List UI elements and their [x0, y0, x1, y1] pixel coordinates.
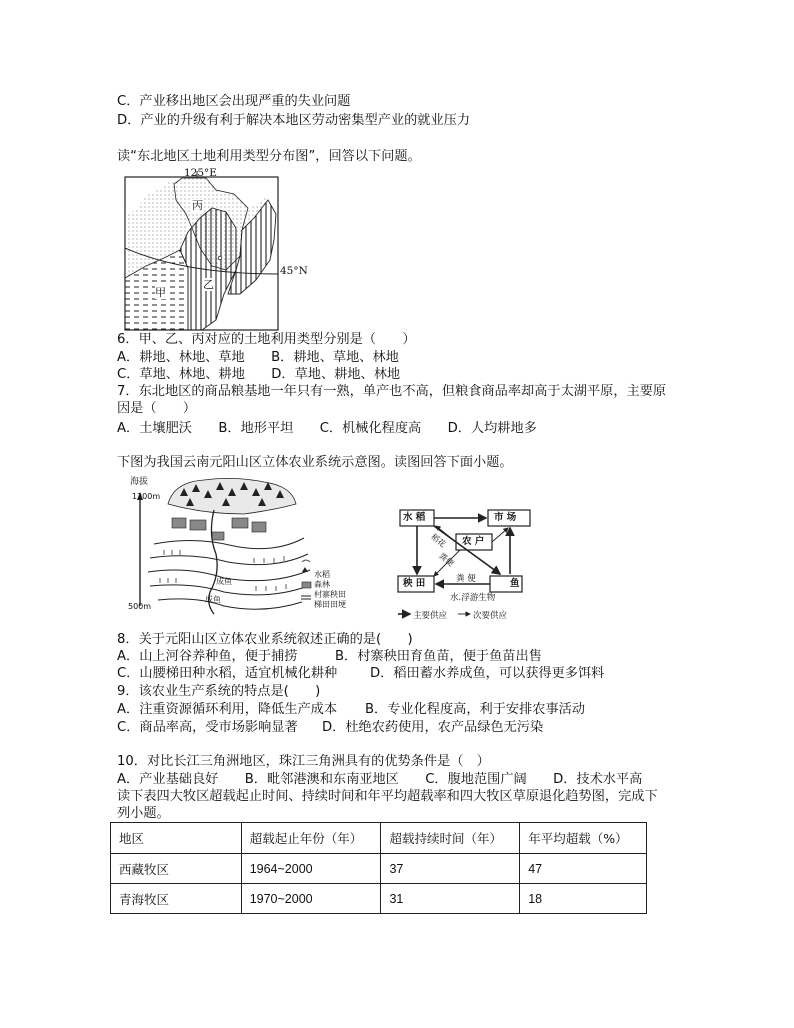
- flow-label-lower: 粪便: [437, 551, 456, 569]
- legend-forest: 森林: [314, 580, 330, 589]
- flow-legend-primary: 主要供应: [413, 611, 448, 621]
- elevation-bottom: 500m: [128, 602, 152, 611]
- q6-options-ab: A．耕地、林地、草地 B．耕地、草地、林地: [117, 350, 399, 365]
- flow-node-seedbed: 秧 田: [403, 578, 426, 589]
- elevation-title: 海拔: [130, 477, 149, 487]
- elevation-top: 1200m: [132, 492, 161, 501]
- q7-stem-line2: 因是（ ）: [117, 401, 197, 416]
- flow-label-plankton: 水.浮游生物: [450, 593, 496, 603]
- flow-node-fish: 鱼: [510, 578, 520, 589]
- q7-options: A．土壤肥沃 B．地形平坦 C．机械化程度高 D．人均耕地多: [117, 421, 537, 436]
- q8-option-c: C．山腰梯田种水稻，适宜机械化耕种: [117, 666, 338, 681]
- q10-options: A．产业基础良好 B．毗邻港澳和东南亚地区 C．腹地范围广阔 D．技术水平高: [117, 772, 643, 787]
- table-row: [111, 854, 647, 884]
- q8-option-b: B．村寨秧田育鱼苗，便于鱼苗出售: [335, 649, 542, 664]
- table-cell: 47: [520, 854, 647, 884]
- table-intro-line2: 列小题。: [117, 806, 170, 821]
- q5-option-d: D．产业的升级有利于解决本地区劳动密集型产业的就业压力: [117, 113, 471, 128]
- flow-node-rice: 水 稻: [403, 512, 426, 523]
- legend-water: 水稻: [314, 570, 330, 579]
- table-cell: 1970~2000: [241, 884, 381, 914]
- flow-label-manure: 粪 便: [456, 574, 476, 584]
- q9-option-b: B．专业化程度高，利于安排农事活动: [365, 702, 586, 717]
- table-header-cell: 地区: [111, 823, 242, 854]
- q8-stem: 8．关于元阳山区立体农业系统叙述正确的是( ): [117, 632, 413, 647]
- map-intro: 读“东北地区土地利用类型分布图”，回答以下问题。: [117, 149, 421, 164]
- flow-legend-secondary: 次要供应: [473, 611, 508, 621]
- table-cell: 青海牧区: [111, 884, 242, 914]
- q6-options-cd: C．草地、林地、耕地 D．草地、耕地、林地: [117, 367, 401, 382]
- table-header-cell: 年平均超载（%）: [520, 823, 647, 854]
- q9-stem: 9．该农业生产系统的特点是( ): [117, 684, 321, 699]
- table-cell: 1964~2000: [241, 854, 381, 884]
- q9-option-c: C．商品率高，受市场影响显著: [117, 720, 298, 735]
- fish-label-2: 成鱼: [205, 595, 221, 604]
- yunnan-intro: 下图为我国云南元阳山区立体农业系统示意图。读图回答下面小题。: [117, 455, 513, 470]
- region-bing-label: 丙: [192, 199, 203, 212]
- q6-stem: 6．甲、乙、丙对应的土地利用类型分别是（ ）: [117, 332, 416, 347]
- q9-option-d: D．杜绝农药使用，农产品绿色无污染: [322, 720, 544, 735]
- table-row: [111, 884, 647, 914]
- legend-terrace: 梯田田埂: [314, 600, 346, 609]
- q10-stem: 10．对比长江三角洲地区，珠江三角洲具有的优势条件是（ ）: [117, 754, 490, 769]
- table-cell: 37: [381, 854, 520, 884]
- fish-label-1: 成鱼: [216, 577, 232, 586]
- table-header-cell: 超载起止年份（年）: [241, 823, 381, 854]
- table-cell: 西藏牧区: [111, 854, 242, 884]
- table-cell: 31: [381, 884, 520, 914]
- table-header-cell: 超载持续时间（年）: [381, 823, 520, 854]
- table-cell: 18: [520, 884, 647, 914]
- region-jia-label: 甲: [155, 286, 166, 299]
- q8-option-d: D．稻田蓄水养成鱼，可以获得更多饵料: [370, 666, 605, 681]
- q8-option-a: A．山上河谷养种鱼，便于捕捞: [117, 649, 298, 664]
- overgrazing-table: [110, 822, 647, 914]
- flow-node-market: 市 场: [494, 512, 517, 523]
- table-intro-line1: 读下表四大牧区超载起止时间、持续时间和年平均超载率和四大牧区草原退化趋势图，完成下: [117, 789, 658, 804]
- q5-option-c: C．产业移出地区会出现严重的失业问题: [117, 94, 351, 109]
- lat-label: 45°N: [280, 265, 308, 277]
- table-header-row: [111, 823, 647, 854]
- legend-village: 村寨秧田: [314, 590, 346, 599]
- q7-stem-line1: 7．东北地区的商品粮基地一年只有一熟，单产也不高，但粮食商品率却高于太湖平原，主要原: [117, 384, 667, 399]
- flow-node-farmer: 农 户: [462, 536, 485, 547]
- northeast-land-use-map: [124, 170, 280, 332]
- flow-label-upper: 稻花: [429, 532, 448, 550]
- q9-option-a: A．注重资源循环利用，降低生产成本: [117, 702, 338, 717]
- region-yi-label: 乙: [203, 278, 214, 291]
- lon-label: 125°E: [184, 167, 217, 179]
